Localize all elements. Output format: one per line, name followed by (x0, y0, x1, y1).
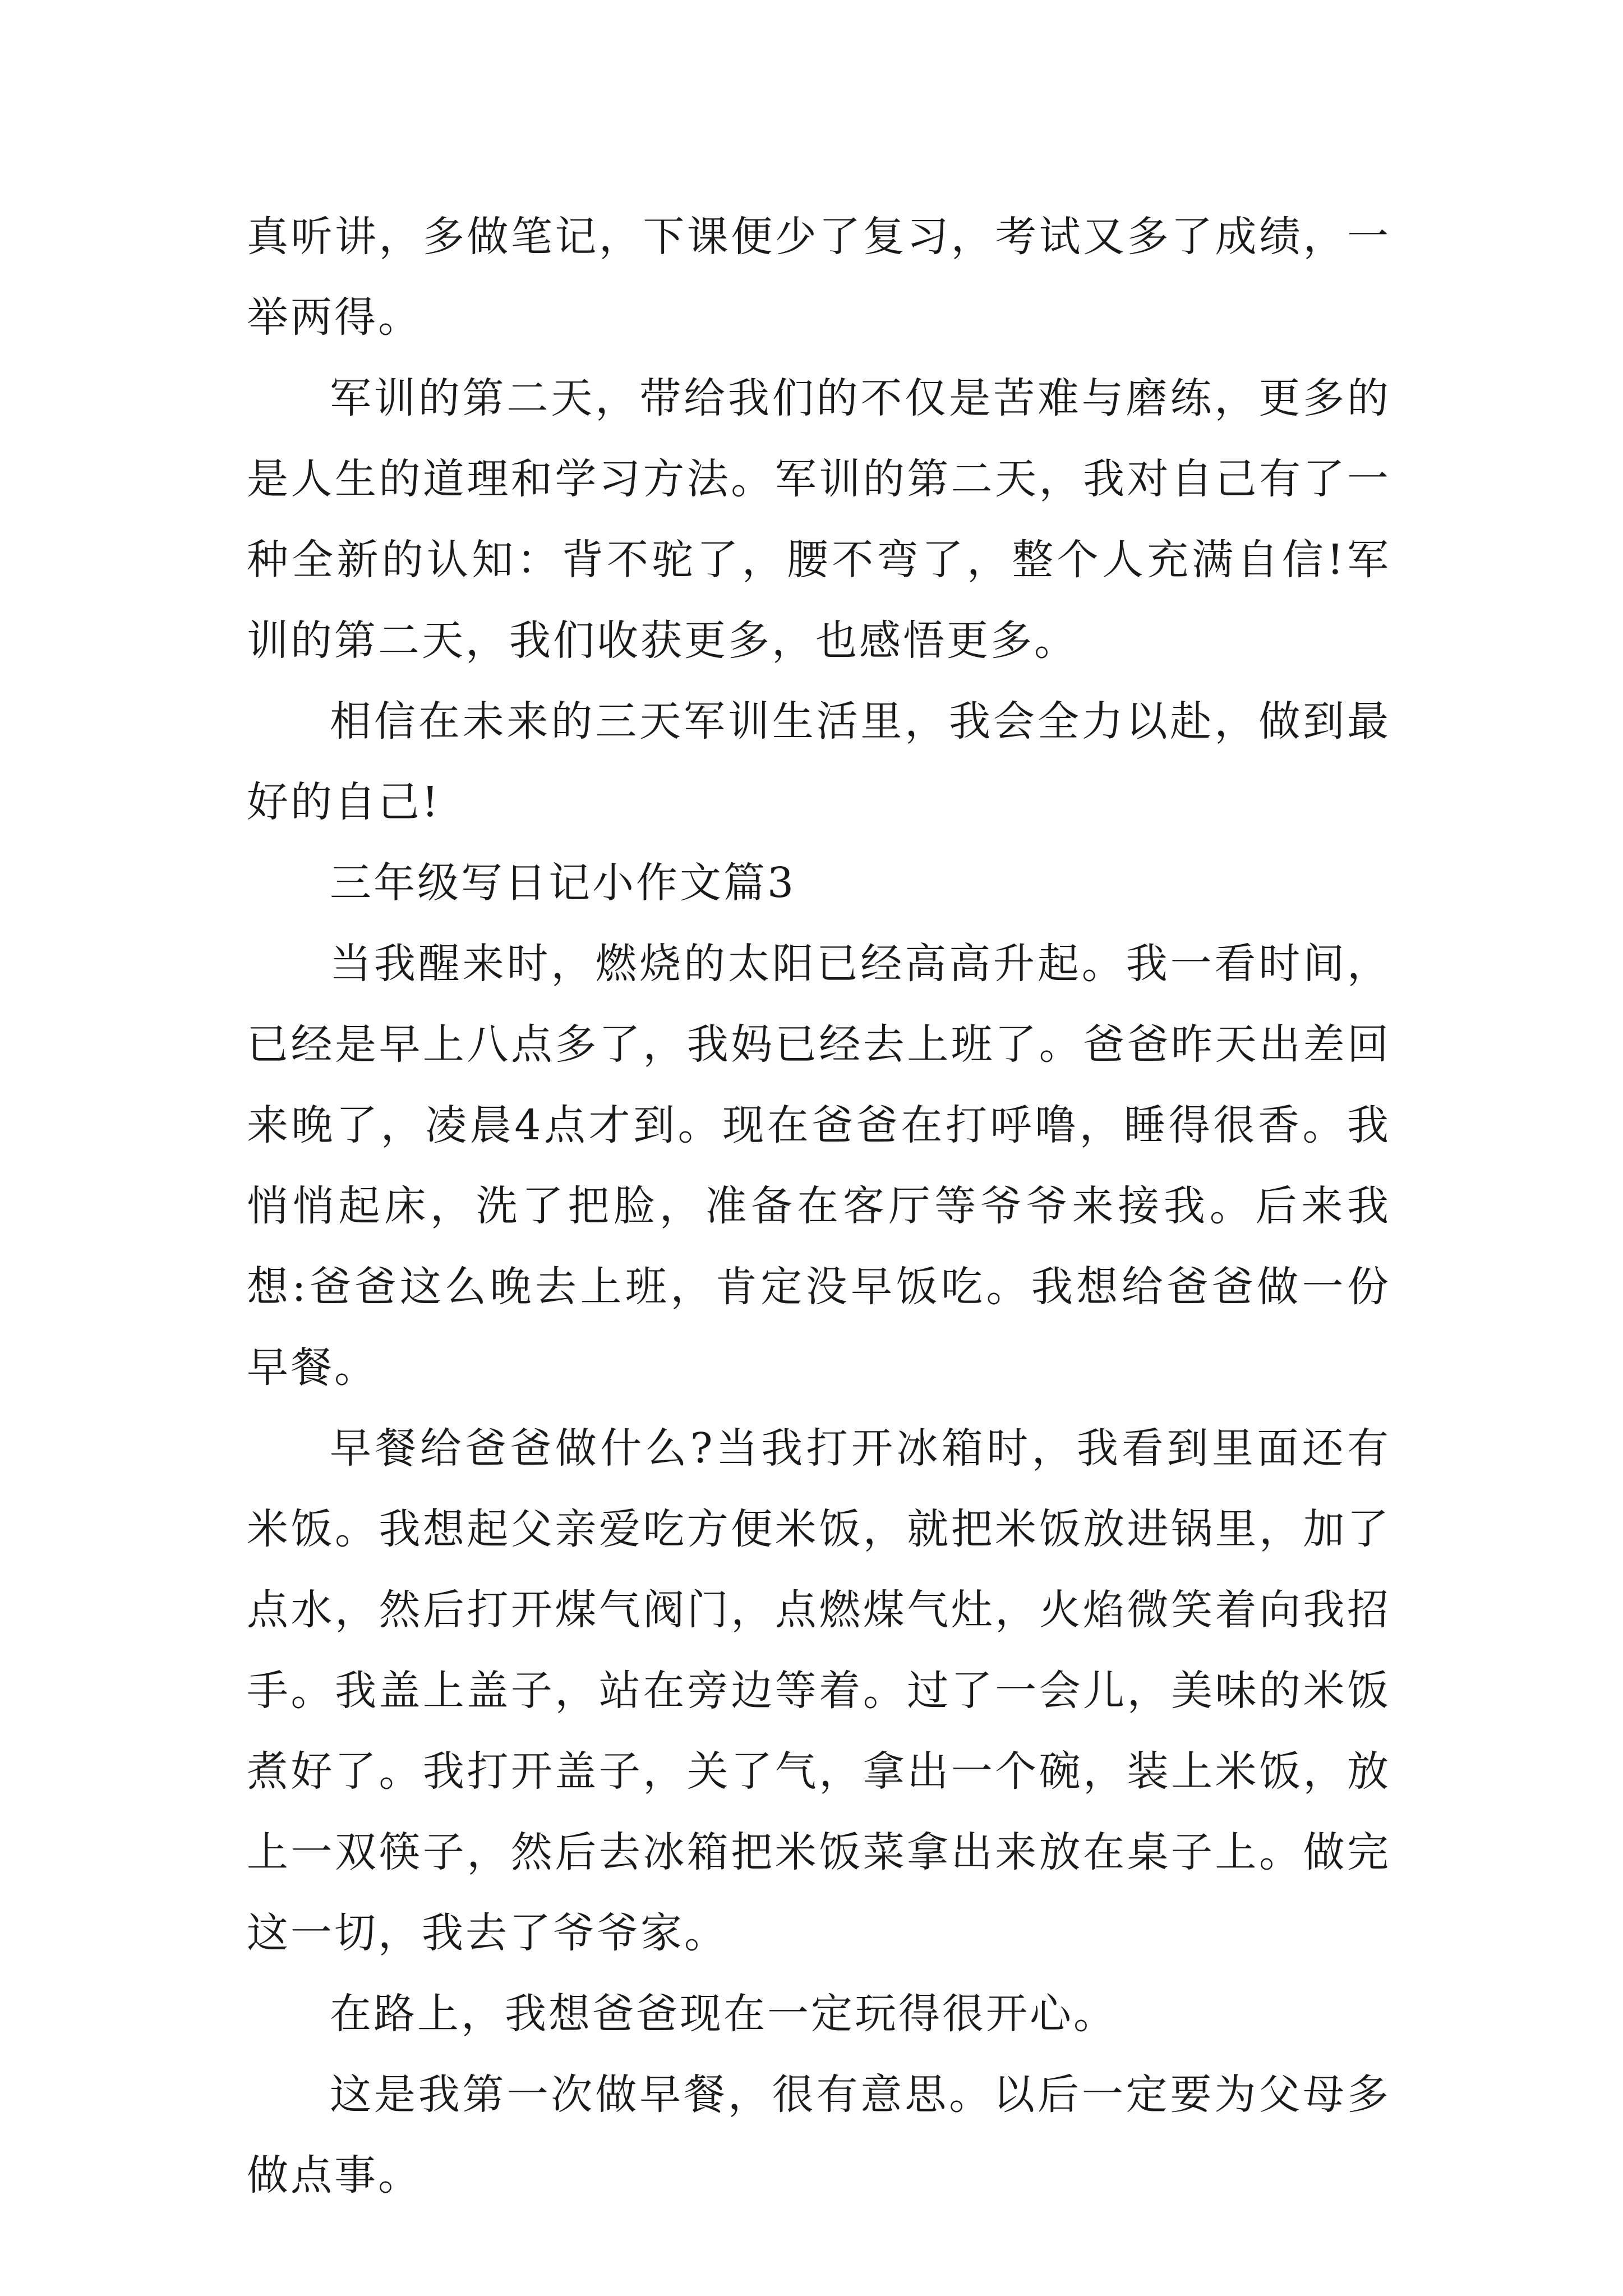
paragraph-future-training: 相信在未来的三天军训生活里，我会全力以赴，做到最好的自己! (247, 697, 1391, 826)
paragraph-continued: 真听讲，多做笔记，下课便少了复习，考试又多了成绩，一举两得。 (247, 213, 1391, 342)
paragraph-waking-up: 当我醒来时，燃烧的太阳已经高高升起。我一看时间，已经是早上八点多了，我妈已经去上班了。爸爸昨天出差回来晚了，凌晨4点才到。现在爸爸在打呼噜，睡得很香。我悄悄起床，洗了把脸，准备在客厅等爷爷来接我。后来我想:爸爸这么晚去上班，肯定没早饭吃。我想给爸爸做一份早餐。 (247, 940, 1391, 1392)
paragraph-military-training: 军训的第二天，带给我们的不仅是苦难与磨练，更多的是人生的道理和学习方法。军训的第二天，我对自己有了一种全新的认知：背不驼了，腰不弯了，整个人充满自信!军训的第二天，我们收获更多，也感悟更多。 (247, 374, 1391, 665)
paragraph-conclusion: 这是我第一次做早餐，很有意思。以后一定要为父母多做点事。 (247, 2070, 1391, 2200)
document-body (247, 196, 1391, 2216)
section-heading: 三年级写日记小作文篇3 (330, 859, 796, 907)
paragraph-breakfast: 早餐给爸爸做什么?当我打开冰箱时，我看到里面还有米饭。我想起父亲爱吃方便米饭，就把米饭放进锅里，加了点水，然后打开煤气阀门，点燃煤气灶，火焰微笑着向我招手。我盖上盖子，站在旁边等着。过了一会儿，美味的米饭煮好了。我打开盖子，关了气，拿出一个碗，装上米饭，放上一双筷子，然后去冰箱把米饭菜拿出来放在桌子上。做完这一切，我去了爷爷家。 (247, 1424, 1391, 1957)
paragraph-on-the-road: 在路上，我想爸爸现在一定玩得很开心。 (330, 1990, 1117, 2038)
